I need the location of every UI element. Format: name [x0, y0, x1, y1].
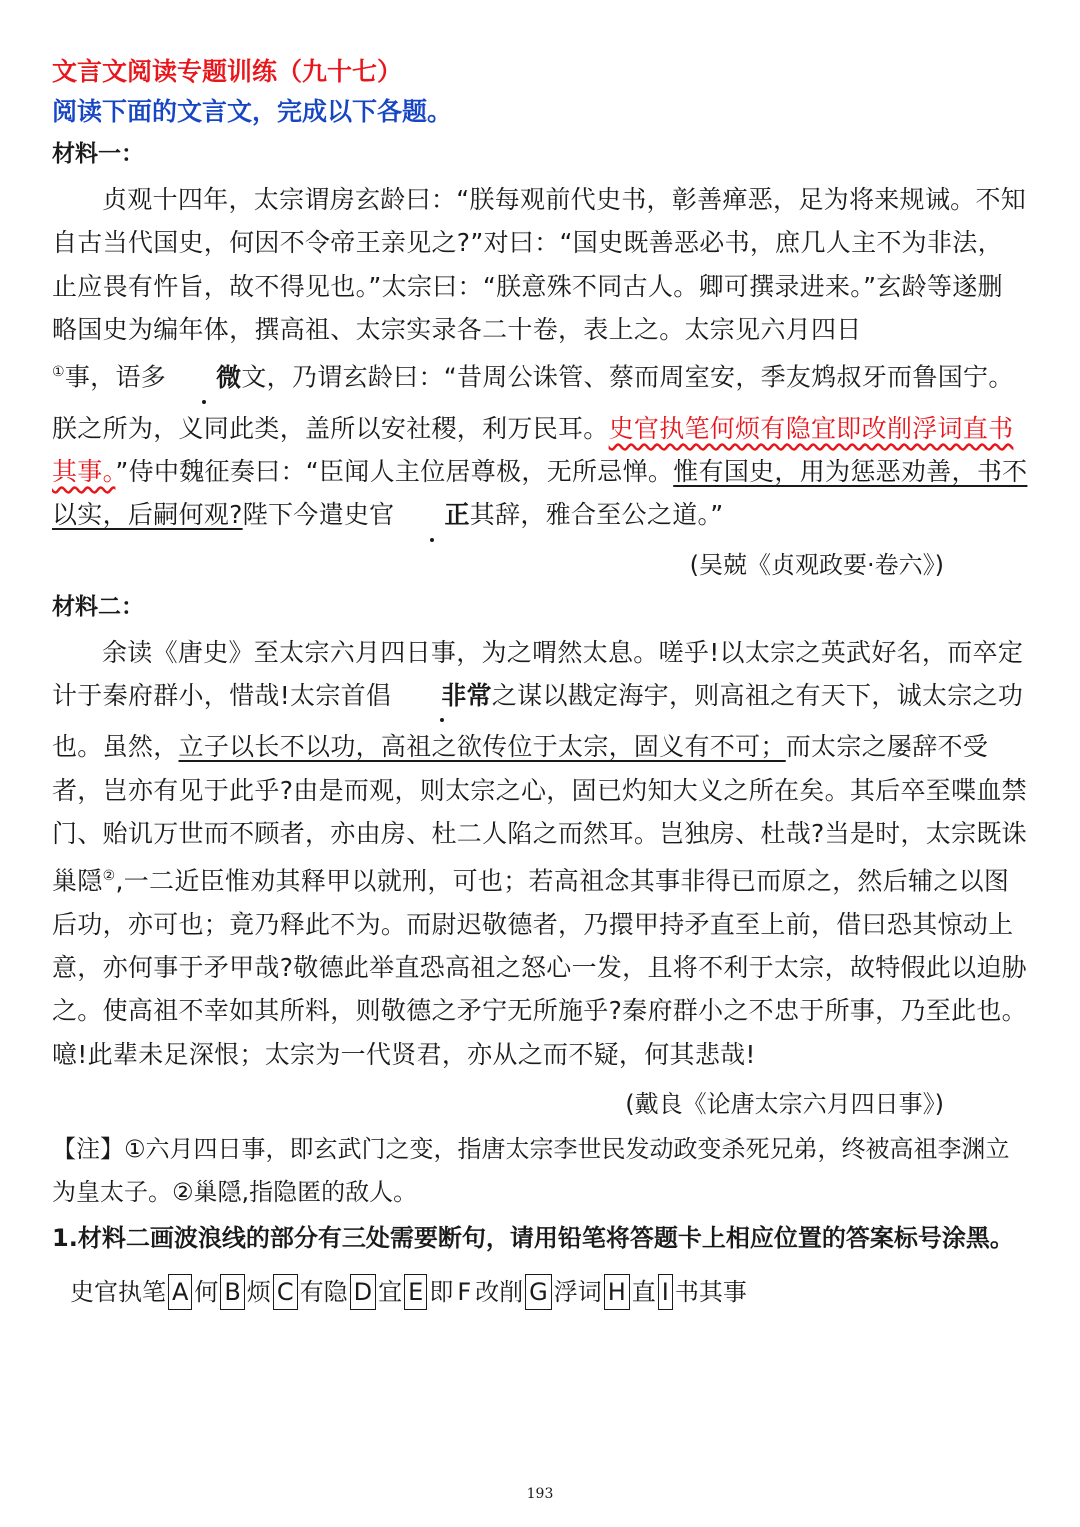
passage-text: 之谋以戡定海宇，则高祖之有天下，诚太宗之功: [491, 681, 1024, 710]
option-box-c[interactable]: C: [273, 1274, 298, 1310]
footnote: 【注】①六月四日事，即玄武门之变，指唐太宗李世民发动政变杀死兄弟，终被高祖李渊立为皇太子。②巢隠,指隐匿的敌人。: [52, 1135, 1010, 1206]
option-box-b[interactable]: B: [220, 1274, 244, 1310]
answer-segment: 书其事: [674, 1278, 747, 1306]
passage-text: 朕之所为，义同此类，盖所以安社稷，利万民耳。: [52, 413, 609, 443]
option-letter-f[interactable]: F: [457, 1278, 472, 1306]
answer-options: [52, 1270, 1028, 1314]
answer-segment: 何: [194, 1278, 219, 1306]
answer-segment: 改削: [475, 1278, 524, 1306]
answer-prefix: 史官执笔: [70, 1278, 166, 1306]
material2-heading: 材料二：: [52, 593, 144, 620]
wavy-underlined-sentence: 史官执笔何烦有隐宜即改削浮词直书其事。: [52, 413, 1014, 487]
passage-text: 陛下今遣史官: [242, 500, 395, 530]
page-number: 193: [526, 1486, 554, 1502]
answer-segment: 浮词: [553, 1278, 602, 1306]
passage-text: 贞观十四年，太宗谓房玄龄曰：“朕每观前代史书，彰善瘅恶，足为将来规诫。不知自古当代国史，何因不令帝王亲见之?”对曰：“国史既善恶必书，庶几人主不为非法，止应畏有忤旨，故不得见也。”太宗曰：“朕意殊不同古人。卿可撰录进来。”玄龄等遂删略国史为编年体，撰高祖、太宗实录各二十卷，表上之。太宗见六月四日: [52, 185, 1027, 344]
page-title: 文言文阅读专题训练（九十七）: [52, 57, 403, 86]
answer-segment: 直: [631, 1278, 656, 1306]
instruction-heading: 阅读下面的文言文，完成以下各题。: [52, 97, 453, 126]
dotted-word-wei: 微: [166, 356, 241, 399]
material1-passage: [52, 178, 1028, 537]
passage-text: 而太宗之屡辞不受者，岂亦有见于此乎?由是而观，则太宗之心，固已灼知大义之所在矣。其后卒至喋血禁门、贻讥万世而不顾者，亦由房、杜二人陷之而然耳。岂独房、杜哉?当是时，太宗既诛巢隠: [52, 732, 1027, 896]
answer-segment: 宜: [378, 1278, 403, 1306]
option-box-a[interactable]: A: [168, 1274, 192, 1310]
answer-segment: 烦: [246, 1278, 271, 1306]
passage-text: ,一二近臣惟劝其释甲以就刑，可也；若高祖念其事非得已而原之，然后辅之以图后功，亦可也；竟乃释此不为。而尉迟敬德者，乃擐甲持矛直至上前，借曰恐其惊动上意，亦何事于矛甲哉?敬德此举直恐高祖之怒心一发，且将不利于太宗，故特假此以迫胁之。使高祖不幸如其所料，则敬德之矛宁无所施乎?秦府群小之不忠于所事，乃至此也。噫!此辈未足深恨；太宗为一代贤君，亦从之而不疑，何其悲哉!: [52, 866, 1027, 1069]
underlined-sentence: 立子以长不以功，高祖之欲传位于太宗，固义有不可；: [178, 732, 786, 762]
passage-text: 其辞，雅合至公之道。”: [469, 500, 724, 530]
option-box-i[interactable]: I: [658, 1274, 673, 1310]
document-page: [52, 52, 1028, 1314]
material2-passage: [52, 631, 1028, 1076]
question-1: 1.材料二画波浪线的部分有三处需要断句，请用铅笔将答题卡上相应位置的答案标号涂黑。: [52, 1224, 1014, 1252]
passage-text: 文，乃谓玄龄曰：“昔周公诛管、蔡而周室安，季友鸩叔牙而鲁国宁。: [241, 362, 1014, 392]
material1-heading: 材料一：: [52, 141, 144, 167]
passage-text: 余读《唐史》至太宗六月四日事，为之喟然太息。嗟乎!以太宗之英武好名，而卒定计于秦府群小，惜哉!太宗首倡: [52, 637, 1024, 710]
material1-source: (吴兢《贞观政要·卷六》): [689, 550, 944, 579]
material2-source: (戴良《论唐太宗六月四日事》): [625, 1090, 944, 1118]
underlined-sentence: 惟有国史，用为惩恶劝善，书不以实，后嗣何观?: [52, 457, 1028, 530]
note-marker-2: ②: [102, 868, 116, 885]
option-box-e[interactable]: E: [404, 1274, 427, 1310]
answer-segment: 有隐: [299, 1278, 348, 1306]
passage-text: 事，语多: [64, 362, 167, 392]
option-box-g[interactable]: G: [525, 1274, 552, 1310]
passage-text: 也。虽然，: [52, 732, 179, 762]
answer-segment: 即: [429, 1278, 454, 1306]
note-marker-1: ①: [52, 364, 65, 381]
dotted-word-feichang: 非常: [391, 674, 492, 717]
option-box-h[interactable]: H: [604, 1274, 630, 1310]
dotted-word-zheng: 正: [394, 493, 469, 536]
option-box-d[interactable]: D: [350, 1274, 376, 1310]
passage-text: ”侍中魏征奏曰：“臣闻人主位居尊极，无所忌惮。: [115, 457, 674, 487]
